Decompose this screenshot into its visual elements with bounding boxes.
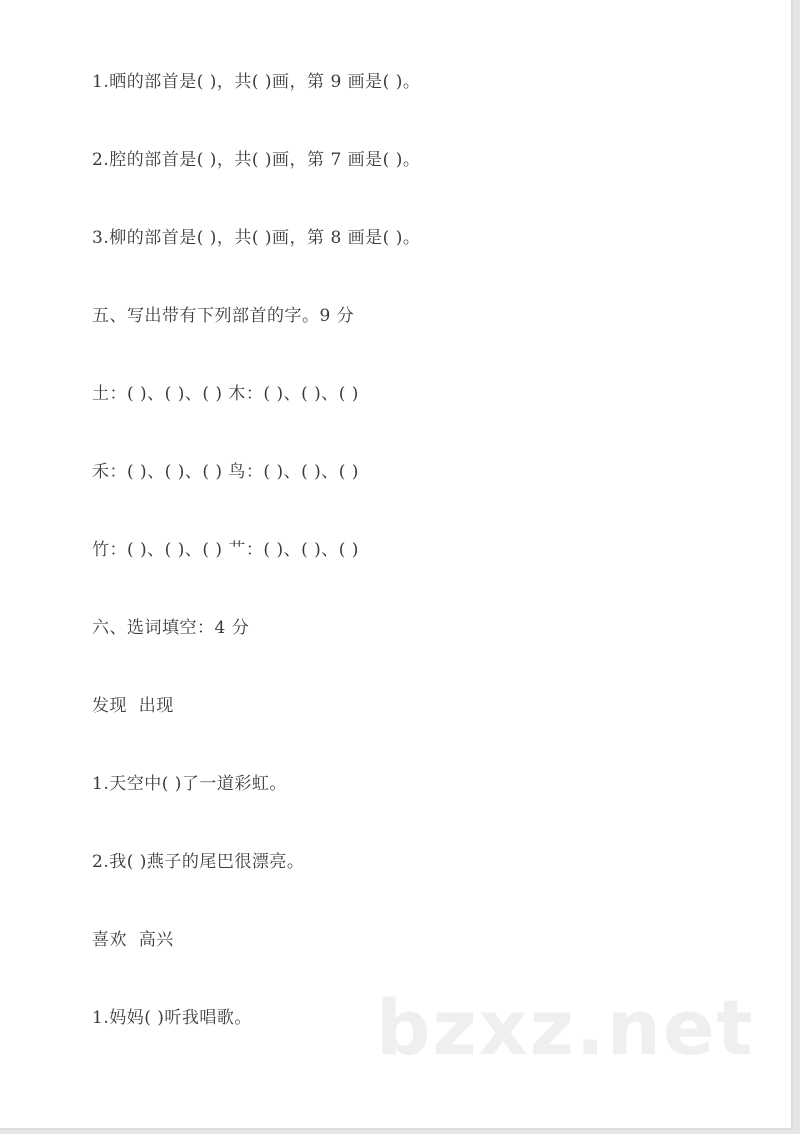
radical-row-3: 竹：( )、( )、( ) 艹：( )、( )、( ) (92, 540, 359, 560)
question-4-3: 3.柳的部首是( )，共( )画，第 8 画是( )。 (92, 228, 421, 248)
section-5-title: 五、写出带有下列部首的字。9 分 (92, 306, 355, 326)
radical-row-2: 禾：( )、( )、( ) 鸟：( )、( )、( ) (92, 462, 359, 482)
question-4-2: 2.腔的部首是( )，共( )画，第 7 画是( )。 (92, 150, 421, 170)
fill-blank-3: 1.妈妈( )听我唱歌。 (92, 1008, 252, 1028)
question-4-1: 1.晒的部首是( )，共( )画，第 9 画是( )。 (92, 72, 421, 92)
watermark: bzxz.net (376, 983, 755, 1072)
word-choices-2: 喜欢 高兴 (92, 930, 174, 950)
fill-blank-2: 2.我( )燕子的尾巴很漂亮。 (92, 852, 305, 872)
section-6-title: 六、选词填空：4 分 (92, 618, 250, 638)
word-choices-1: 发现 出现 (92, 696, 174, 716)
fill-blank-1: 1.天空中( )了一道彩虹。 (92, 774, 287, 794)
radical-row-1: 土：( )、( )、( ) 木：( )、( )、( ) (92, 384, 359, 404)
